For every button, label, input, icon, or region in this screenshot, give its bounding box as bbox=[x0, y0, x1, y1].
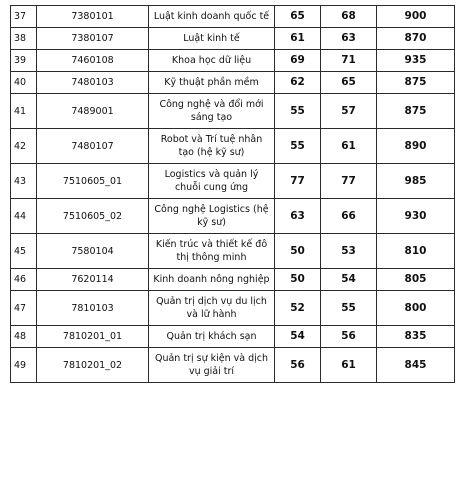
major-code: 7380101 bbox=[37, 6, 149, 28]
score-a: 52 bbox=[275, 291, 321, 326]
row-index: 37 bbox=[11, 6, 37, 28]
score-c: 900 bbox=[377, 6, 455, 28]
score-a: 61 bbox=[275, 28, 321, 50]
score-a: 63 bbox=[275, 199, 321, 234]
score-b: 57 bbox=[321, 94, 377, 129]
score-b: 63 bbox=[321, 28, 377, 50]
score-b: 71 bbox=[321, 50, 377, 72]
major-name: Kinh doanh nông nghiệp bbox=[149, 269, 275, 291]
major-name: Logistics và quản lý chuỗi cung ứng bbox=[149, 164, 275, 199]
major-code: 7810201_01 bbox=[37, 326, 149, 348]
score-c: 870 bbox=[377, 28, 455, 50]
major-code: 7480107 bbox=[37, 129, 149, 164]
major-name: Luật kinh doanh quốc tế bbox=[149, 6, 275, 28]
score-c: 805 bbox=[377, 269, 455, 291]
admission-score-table bbox=[10, 5, 455, 383]
major-name: Robot và Trí tuệ nhân tạo (hệ kỹ sư) bbox=[149, 129, 275, 164]
major-name: Kiến trúc và thiết kế đô thị thông minh bbox=[149, 234, 275, 269]
table-row bbox=[11, 129, 455, 164]
score-b: 56 bbox=[321, 326, 377, 348]
major-code: 7460108 bbox=[37, 50, 149, 72]
major-name: Quản trị khách sạn bbox=[149, 326, 275, 348]
row-index: 45 bbox=[11, 234, 37, 269]
major-code: 7620114 bbox=[37, 269, 149, 291]
table-row bbox=[11, 234, 455, 269]
major-code: 7489001 bbox=[37, 94, 149, 129]
score-b: 68 bbox=[321, 6, 377, 28]
score-b: 53 bbox=[321, 234, 377, 269]
score-a: 55 bbox=[275, 129, 321, 164]
row-index: 47 bbox=[11, 291, 37, 326]
score-a: 77 bbox=[275, 164, 321, 199]
score-c: 985 bbox=[377, 164, 455, 199]
score-c: 835 bbox=[377, 326, 455, 348]
table-row bbox=[11, 164, 455, 199]
score-b: 65 bbox=[321, 72, 377, 94]
major-name: Kỹ thuật phần mềm bbox=[149, 72, 275, 94]
major-code: 7580104 bbox=[37, 234, 149, 269]
score-c: 810 bbox=[377, 234, 455, 269]
table-row bbox=[11, 72, 455, 94]
major-name: Công nghệ Logistics (hệ kỹ sư) bbox=[149, 199, 275, 234]
score-b: 61 bbox=[321, 348, 377, 383]
score-a: 50 bbox=[275, 269, 321, 291]
score-c: 890 bbox=[377, 129, 455, 164]
table-row bbox=[11, 348, 455, 383]
major-code: 7810103 bbox=[37, 291, 149, 326]
score-a: 56 bbox=[275, 348, 321, 383]
table-row bbox=[11, 291, 455, 326]
row-index: 48 bbox=[11, 326, 37, 348]
score-a: 54 bbox=[275, 326, 321, 348]
score-c: 875 bbox=[377, 94, 455, 129]
score-b: 55 bbox=[321, 291, 377, 326]
row-index: 38 bbox=[11, 28, 37, 50]
score-b: 61 bbox=[321, 129, 377, 164]
score-b: 77 bbox=[321, 164, 377, 199]
major-code: 7380107 bbox=[37, 28, 149, 50]
major-name: Quản trị sự kiện và dịch vụ giải trí bbox=[149, 348, 275, 383]
score-a: 50 bbox=[275, 234, 321, 269]
row-index: 46 bbox=[11, 269, 37, 291]
admission-score-table-container bbox=[10, 5, 454, 383]
major-code: 7810201_02 bbox=[37, 348, 149, 383]
major-name: Quản trị dịch vụ du lịch và lữ hành bbox=[149, 291, 275, 326]
row-index: 49 bbox=[11, 348, 37, 383]
row-index: 39 bbox=[11, 50, 37, 72]
table-row bbox=[11, 326, 455, 348]
score-a: 55 bbox=[275, 94, 321, 129]
major-name: Khoa học dữ liệu bbox=[149, 50, 275, 72]
score-a: 65 bbox=[275, 6, 321, 28]
major-code: 7480103 bbox=[37, 72, 149, 94]
row-index: 41 bbox=[11, 94, 37, 129]
score-c: 935 bbox=[377, 50, 455, 72]
major-name: Công nghệ và đổi mới sáng tạo bbox=[149, 94, 275, 129]
score-c: 845 bbox=[377, 348, 455, 383]
score-a: 62 bbox=[275, 72, 321, 94]
row-index: 44 bbox=[11, 199, 37, 234]
table-row bbox=[11, 269, 455, 291]
score-c: 930 bbox=[377, 199, 455, 234]
row-index: 42 bbox=[11, 129, 37, 164]
table-row bbox=[11, 50, 455, 72]
major-code: 7510605_02 bbox=[37, 199, 149, 234]
row-index: 43 bbox=[11, 164, 37, 199]
row-index: 40 bbox=[11, 72, 37, 94]
score-a: 69 bbox=[275, 50, 321, 72]
score-b: 54 bbox=[321, 269, 377, 291]
table-row bbox=[11, 28, 455, 50]
score-b: 66 bbox=[321, 199, 377, 234]
major-name: Luật kinh tế bbox=[149, 28, 275, 50]
table-row bbox=[11, 6, 455, 28]
major-code: 7510605_01 bbox=[37, 164, 149, 199]
table-row bbox=[11, 94, 455, 129]
score-c: 875 bbox=[377, 72, 455, 94]
score-c: 800 bbox=[377, 291, 455, 326]
table-row bbox=[11, 199, 455, 234]
